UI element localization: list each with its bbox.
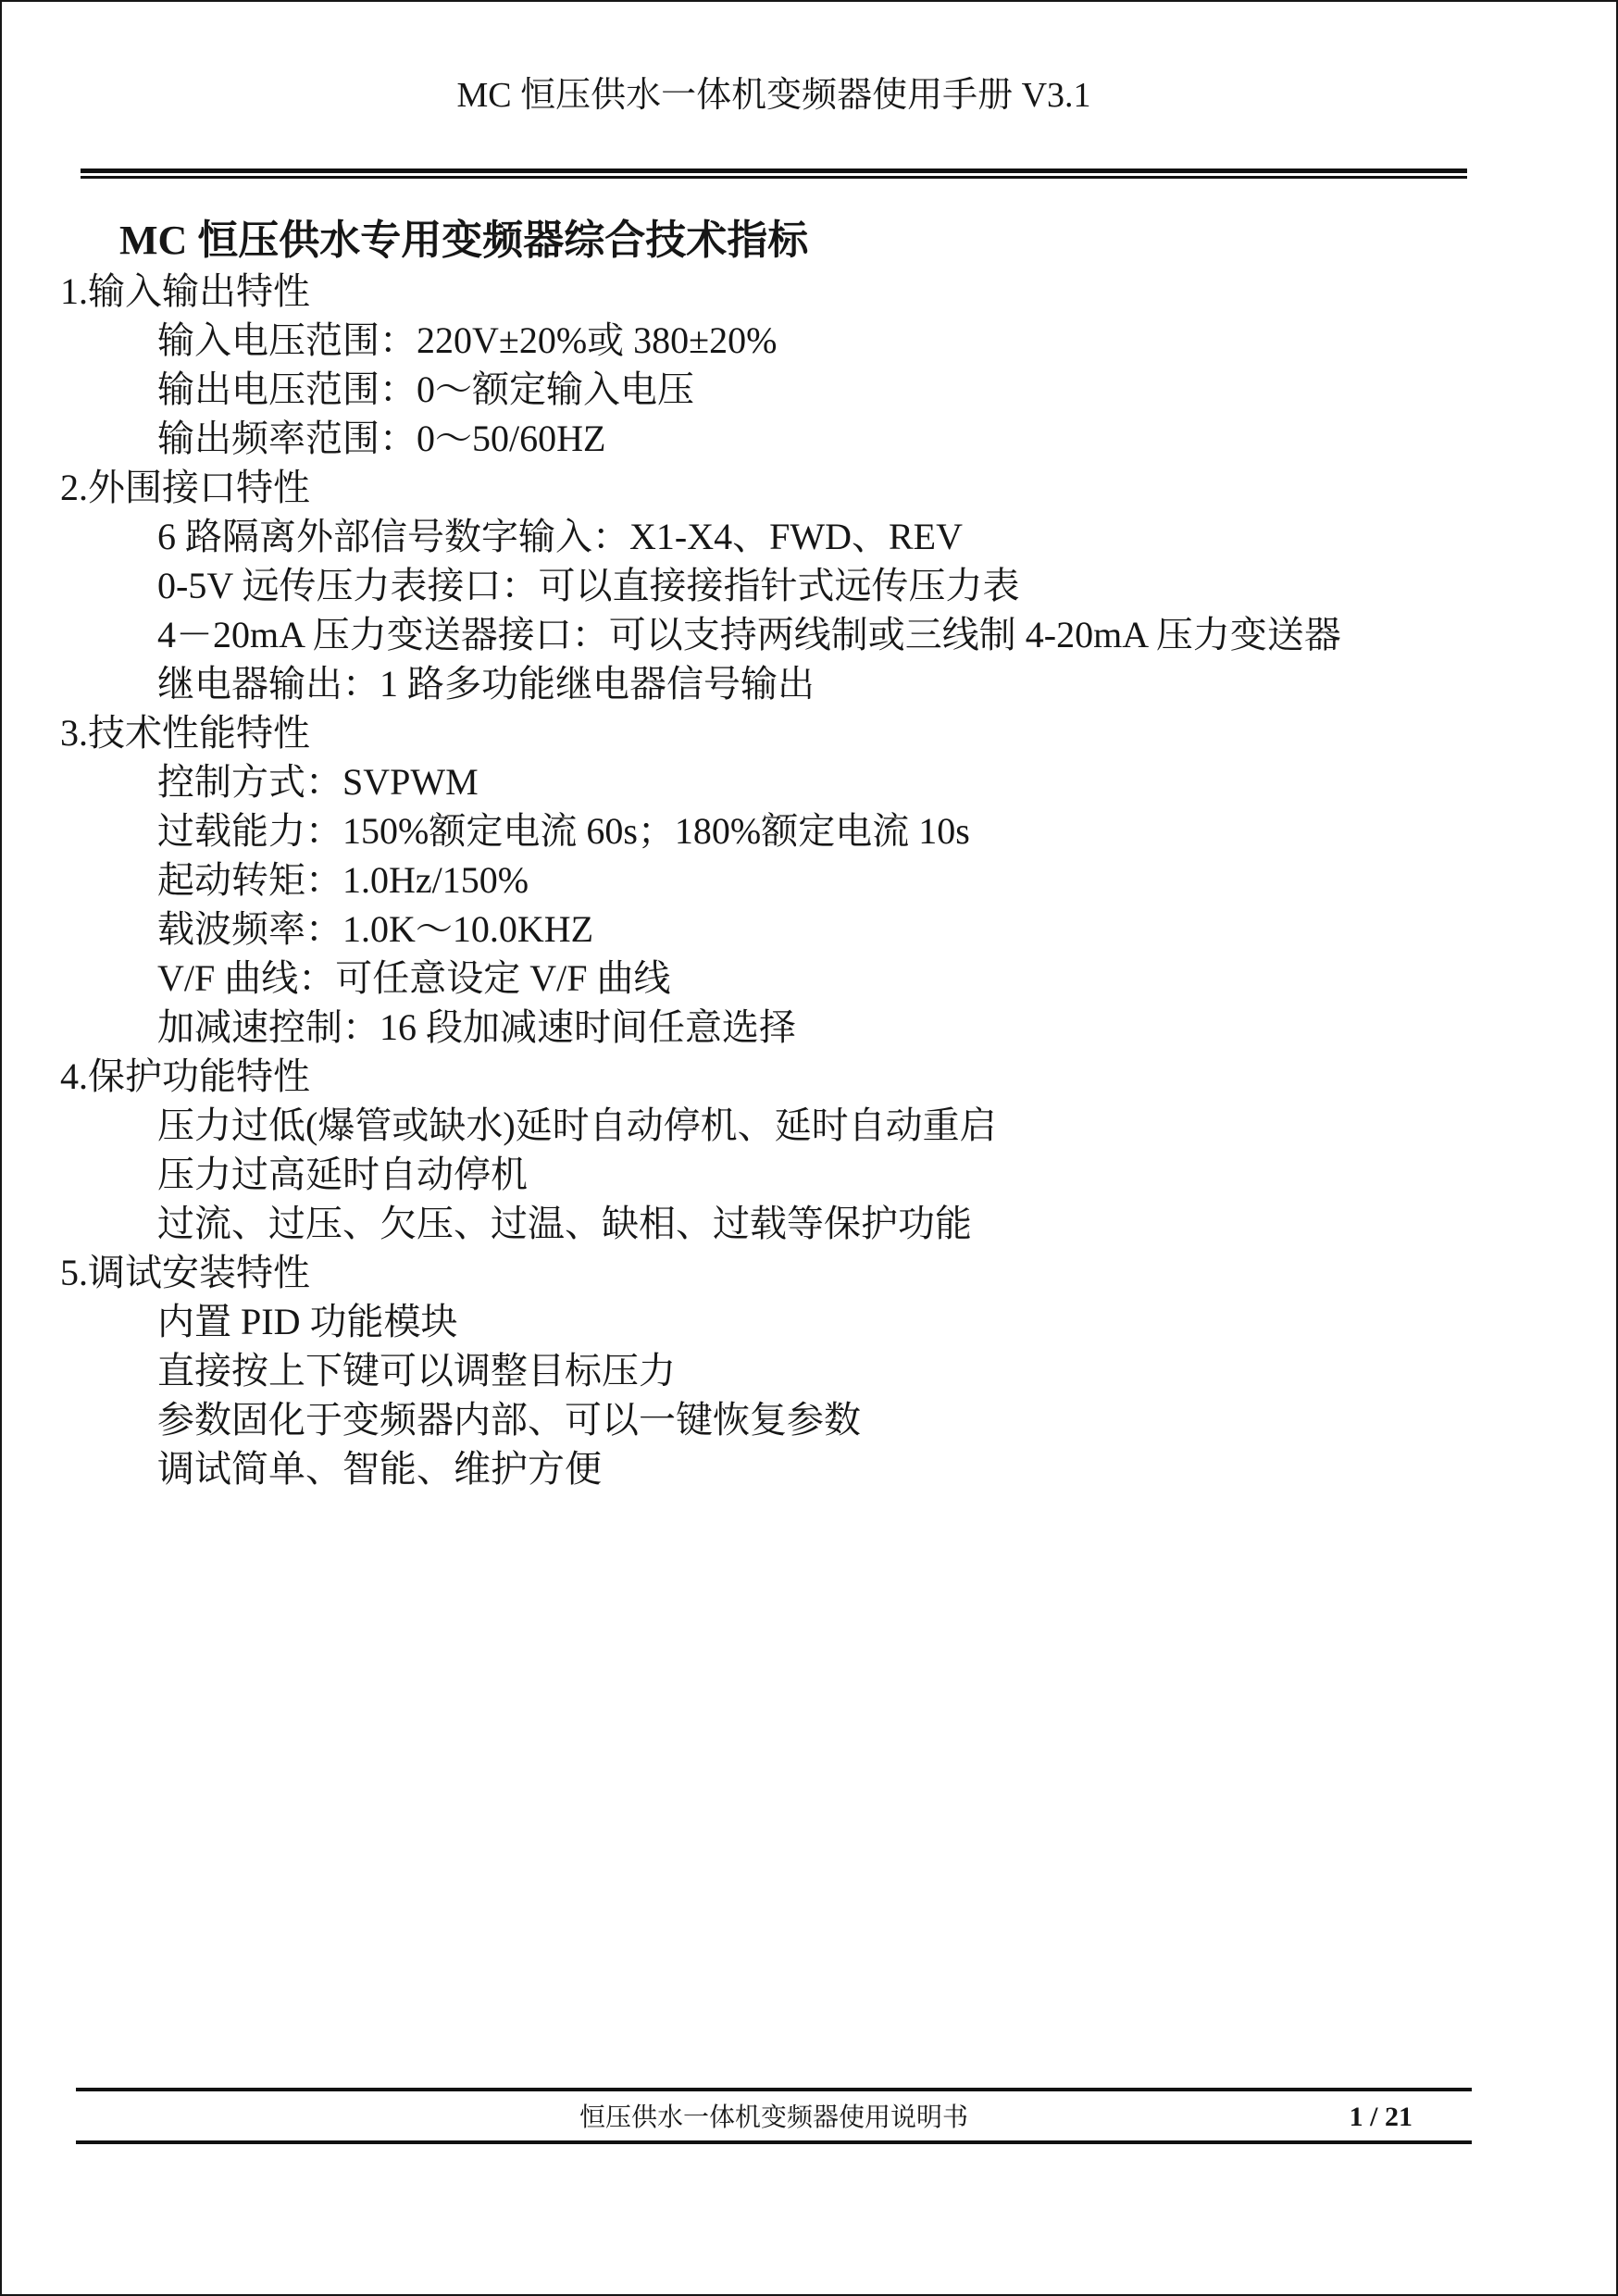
spec-line: 4－20mA 压力变送器接口：可以支持两线制或三线制 4-20mA 压力变送器 (157, 614, 1341, 655)
section-protection (2, 1052, 1616, 1248)
spec-line: 加减速控制：16 段加减速时间任意选择 (157, 1006, 796, 1048)
footer-rule-bottom (76, 2140, 1472, 2144)
spec-line: 6 路隔离外部信号数字输入：X1-X4、FWD、REV (157, 516, 963, 557)
section-heading: 5.调试安装特性 (60, 1252, 310, 1293)
spec-line: 输入电压范围：220V±20%或 380±20% (157, 319, 778, 361)
spec-line: 内置 PID 功能模块 (157, 1301, 458, 1342)
spec-line: 0-5V 远传压力表接口：可以直接接指针式远传压力表 (157, 565, 1020, 606)
section-heading: 2.外围接口特性 (60, 467, 310, 508)
spec-line: 载波频率：1.0K～10.0KHZ (157, 908, 594, 950)
spec-line: 调试简单、智能、维护方便 (157, 1448, 602, 1490)
running-footer-title: 恒压供水一体机变频器使用说明书 (579, 2103, 968, 2132)
page-content (2, 215, 1616, 1493)
section-io (2, 267, 1616, 463)
spec-line: 继电器输出：1 路多功能继电器信号输出 (157, 663, 815, 705)
header-rule (81, 168, 1467, 179)
spec-line: 输出电压范围：0～额定输入电压 (157, 368, 694, 410)
spec-line: 起动转矩：1.0Hz/150% (157, 859, 529, 901)
spec-line: 输出频率范围：0～50/60HZ (157, 418, 606, 459)
spec-line: V/F 曲线：可任意设定 V/F 曲线 (157, 957, 671, 999)
spec-line: 控制方式：SVPWM (157, 761, 479, 803)
section-heading: 3.技术性能特性 (60, 712, 310, 754)
spec-line: 直接按上下键可以调整目标压力 (157, 1350, 676, 1391)
spec-line: 过载能力：150%额定电流 60s；180%额定电流 10s (157, 810, 970, 852)
running-header-title: MC 恒压供水一体机变频器使用手册 V3.1 (456, 76, 1091, 115)
spec-line: 压力过低(爆管或缺水)延时自动停机、延时自动重启 (157, 1104, 997, 1146)
page-number: 1 / 21 (1349, 2102, 1413, 2132)
spec-line: 过流、过压、欠压、过温、缺相、过载等保护功能 (157, 1203, 972, 1244)
section-performance (2, 708, 1616, 1052)
section-heading: 1.输入输出特性 (60, 270, 310, 312)
page-title: MC 恒压供水专用变频器综合技术指标 (119, 218, 809, 263)
section-peripheral (2, 463, 1616, 708)
section-commissioning (2, 1248, 1616, 1493)
footer-rule-top (76, 2088, 1472, 2091)
spec-line: 压力过高延时自动停机 (157, 1154, 528, 1195)
section-heading: 4.保护功能特性 (60, 1055, 310, 1097)
spec-line: 参数固化于变频器内部、可以一键恢复参数 (157, 1399, 861, 1441)
